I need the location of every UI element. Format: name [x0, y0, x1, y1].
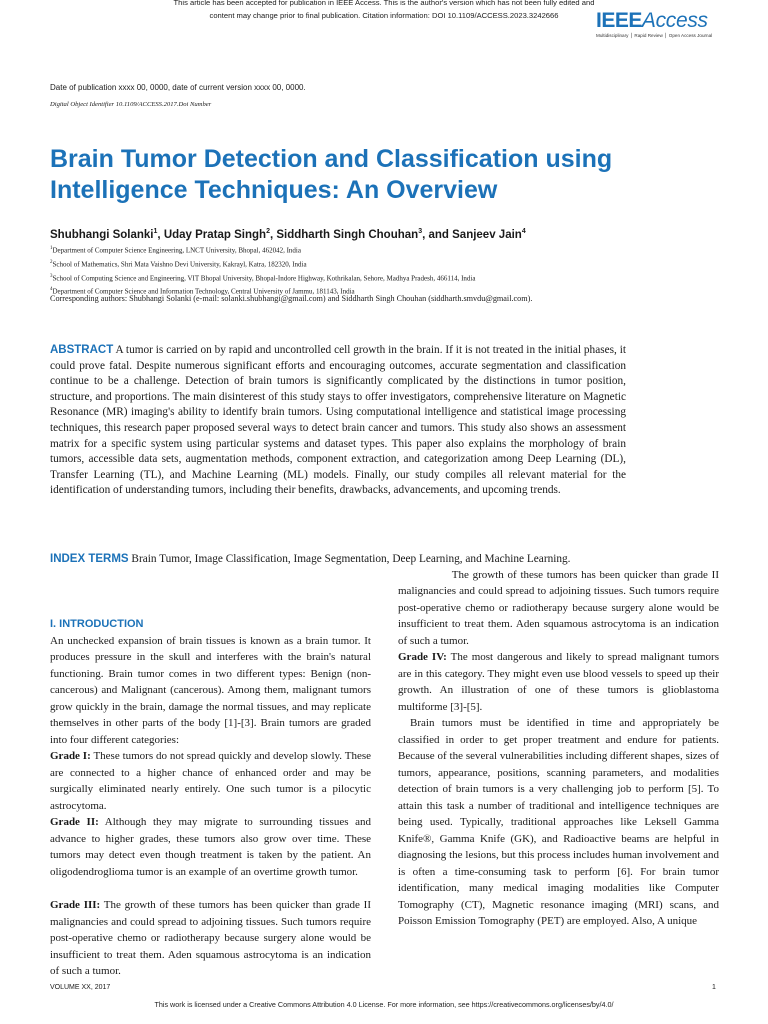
grade-3-text-continued: The growth of these tumors has been quicker than grade II malignancies and could spread to adjoining tissues. Such tumors require post-operative chemo or radiotherapy because surgery alone would be insufficient to treat them. Aden squamous astrocytoma is an indication of such a tumor. [398, 568, 719, 647]
grade-3-continuation-text [398, 567, 719, 650]
grade-2-paragraph [50, 814, 371, 880]
publication-notice-line-2: content may change prior to final publication. Citation information: DOI 10.1109/ACCESS.2023.3242666 [209, 11, 559, 20]
grade-3-label: Grade III: [50, 899, 101, 911]
right-column [398, 568, 719, 930]
grade-3-paragraph [50, 897, 371, 980]
doi-line: Digital Object Identifier 10.1109/ACCESS.2017.Doi Number [50, 101, 212, 108]
grade-2-label: Grade II: [50, 816, 99, 828]
paper-title: Brain Tumor Detection and Classification using Intelligence Techniques: An Overview [50, 145, 613, 204]
grade-4-paragraph [398, 649, 719, 715]
author-sup: 2 [266, 228, 270, 235]
abstract [50, 343, 626, 499]
affiliation-text: Department of Computer Science and Information Technology, Central University of Jammu, 181143, India [52, 287, 355, 296]
author-name: Siddharth Singh Chouhan [276, 228, 419, 241]
ieee-access-logo [596, 9, 736, 39]
footer-page-number: 1 [712, 984, 716, 991]
author-name: Shubhangi Solanki [50, 228, 154, 241]
left-column [50, 616, 371, 880]
logo-ieee: IEEE [596, 9, 642, 32]
affiliation-text: School of Mathematics, Shri Mata Vaishno Devi University, Kakrayl, Katra, 182320, India [52, 260, 307, 269]
grade-2-text: Although they may migrate to surrounding tissues and advance to higher grades, these tumors also grow over time. These tumors may detect even though treatment is taken by the patient. An oligodendroglioma tumor is an example of an overtime growth tumor. [50, 816, 371, 878]
grade-4-text: The most dangerous and likely to spread malignant tumors are in this category. They might even use blood vessels to speed up their growth. An illustration of one of these tumors is glioblastoma multiforme [3]-[5]. [398, 651, 719, 713]
abstract-heading: ABSTRACT [50, 344, 114, 356]
author-name: Sanjeev Jain [452, 228, 522, 241]
affiliation-sup: 1 [50, 246, 53, 251]
index-terms-heading: INDEX TERMS [50, 553, 129, 565]
author-separator: , [157, 228, 164, 241]
author-sup: 1 [153, 228, 158, 235]
author-separator: , [269, 228, 277, 241]
index-terms [50, 552, 626, 568]
footer-volume: VOLUME XX, 2017 [50, 984, 111, 991]
author-sup: 4 [521, 228, 526, 235]
affiliation-sup: 4 [50, 287, 53, 293]
logo-access: Access [641, 9, 708, 32]
grade-3-continuation [398, 568, 719, 649]
license-notice: This work is licensed under a Creative Commons Attribution 4.0 License. For more information, see https://creativecommons.org/licenses/by/4.0/ [154, 1000, 614, 1009]
index-terms-text: Brain Tumor, Image Classification, Image Segmentation, Deep Learning, and Machine Learning. [131, 553, 571, 565]
section-heading-introduction: I. INTRODUCTION [50, 618, 144, 630]
affiliation-text: School of Computing Science and Engineering, VIT Bhopal University, Bhopal-Indore Highway, Kothrikalan, Sehore, Madhya Pradesh, 466114, India [52, 273, 476, 282]
affiliation [50, 257, 475, 271]
affiliation-sup: 2 [50, 259, 53, 265]
grade-4-label: Grade IV: [398, 651, 447, 663]
grade-1-text: These tumors do not spread quickly and develop slowly. These are connected to a higher chance of enhanced order and may be surgically eliminated nearly entirely. One such tumor is a pilocytic astrocytoma. [50, 750, 371, 812]
author-separator: , and [422, 228, 453, 241]
author-list [50, 228, 526, 241]
author-name: Uday Pratap Singh [163, 228, 267, 241]
logo-tagline: Multidisciplinary ⎪ Rapid Review ⎪ Open Access Journal [596, 33, 713, 38]
grade-1-paragraph [50, 748, 371, 814]
grade-1-label: Grade I: [50, 750, 91, 762]
affiliation-sup: 3 [50, 273, 53, 279]
intro-paragraph: An unchecked expansion of brain tissues is known as a brain tumor. It produces pressure in the skull and interferes with the brain's natural functioning. Brain tumor comes in two different types: Benign (non-cancerous) and Malignant (cancerous). Among them, malignant tumors grow quickly in the brain, damage the normal tissues, and may replicate themselves in other parts of the body [1]-[3]. Brain tumors are graded into four different categories: [50, 634, 371, 746]
publication-date: Date of publication xxxx 00, 0000, date of current version xxxx 00, 0000. [50, 83, 306, 92]
affiliations [50, 243, 475, 298]
author-sup: 3 [418, 228, 423, 235]
abstract-text: A tumor is carried on by rapid and uncontrolled cell growth in the brain. If it is not treated in the initial phases, it could prove fatal. Despite numerous significant efforts and encouraging outcomes, accurate segmentation and classification continue to be a challenge. Detection of brain tumors is significantly complicated by the distinctions in tumor position, structure, and proportions. The main disinterest of this study stays to offer investigators, comprehensive literature on Magnetic Resonance (MR) imaging's ability to identify brain tumors. Using computational intelligence and statistical image processing techniques, this research paper proposed several ways to detect brain cancer and tumors. This study also shows an assessment matrix for a specific system using particular systems and dataset types. This paper also explains the morphology of brain tumors, accessible data sets, augmentation methods, component extraction, and categorization among Deep Learning (DL), Transfer Learning (TL), and Machine Learning (ML) models. Finally, our study compiles all relevant material for the identification of understanding tumors, including their benefits, drawbacks, advancements, and upcoming trends. [50, 344, 626, 497]
publication-notice-line-1: This article has been accepted for publication in IEEE Access. This is the author's version which has not been fully edited and [173, 0, 595, 7]
affiliation [50, 243, 475, 257]
corresponding-authors: Corresponding authors: Shubhangi Solanki (e-mail: solanki.shubhangi@gmail.com) and Siddharth Singh Chouhan (siddharth.smvdu@gmail.com). [50, 294, 533, 303]
affiliation [50, 271, 475, 285]
body-paragraph-2: Brain tumors must be identified in time and appropriately be classified in order to get proper treatment and endure for patients. Because of the several vulnerabilities including different shapes, sizes of tumors, appearance, positions, scanning parameters, and modalities detection of brain tumors is a very challenging job to perform [5]. To attain this task a number of traditional and intelligence techniques are being used. Typically, traditional approaches like Leksell Gamma Knife®, Gamma Knife (GK), and Radioactive beams are helpful in diagnosing the lesions, but this process includes human involvement and is often a time-consuming task to perform [6]. For brain tumor identification, many medical imaging modalities like Computer Tomography (CT), Magnetic resonance imaging (MRI) scans, and Poisson Emission Tomography (PET) are employed. Also, A unique [398, 717, 719, 927]
grade-3-text: The growth of these tumors has been quicker than grade II malignancies and could spread to adjoining tissues. Such tumors require post-operative chemo or radiotherapy because surgery alone would be insufficient to treat them. Aden squamous astrocytoma is an indication of such a tumor. [50, 899, 371, 977]
grade-3-paragraph-left [50, 897, 371, 977]
affiliation-text: Department of Computer Science Engineering, LNCT University, Bhopal, 462042, India [52, 246, 301, 255]
